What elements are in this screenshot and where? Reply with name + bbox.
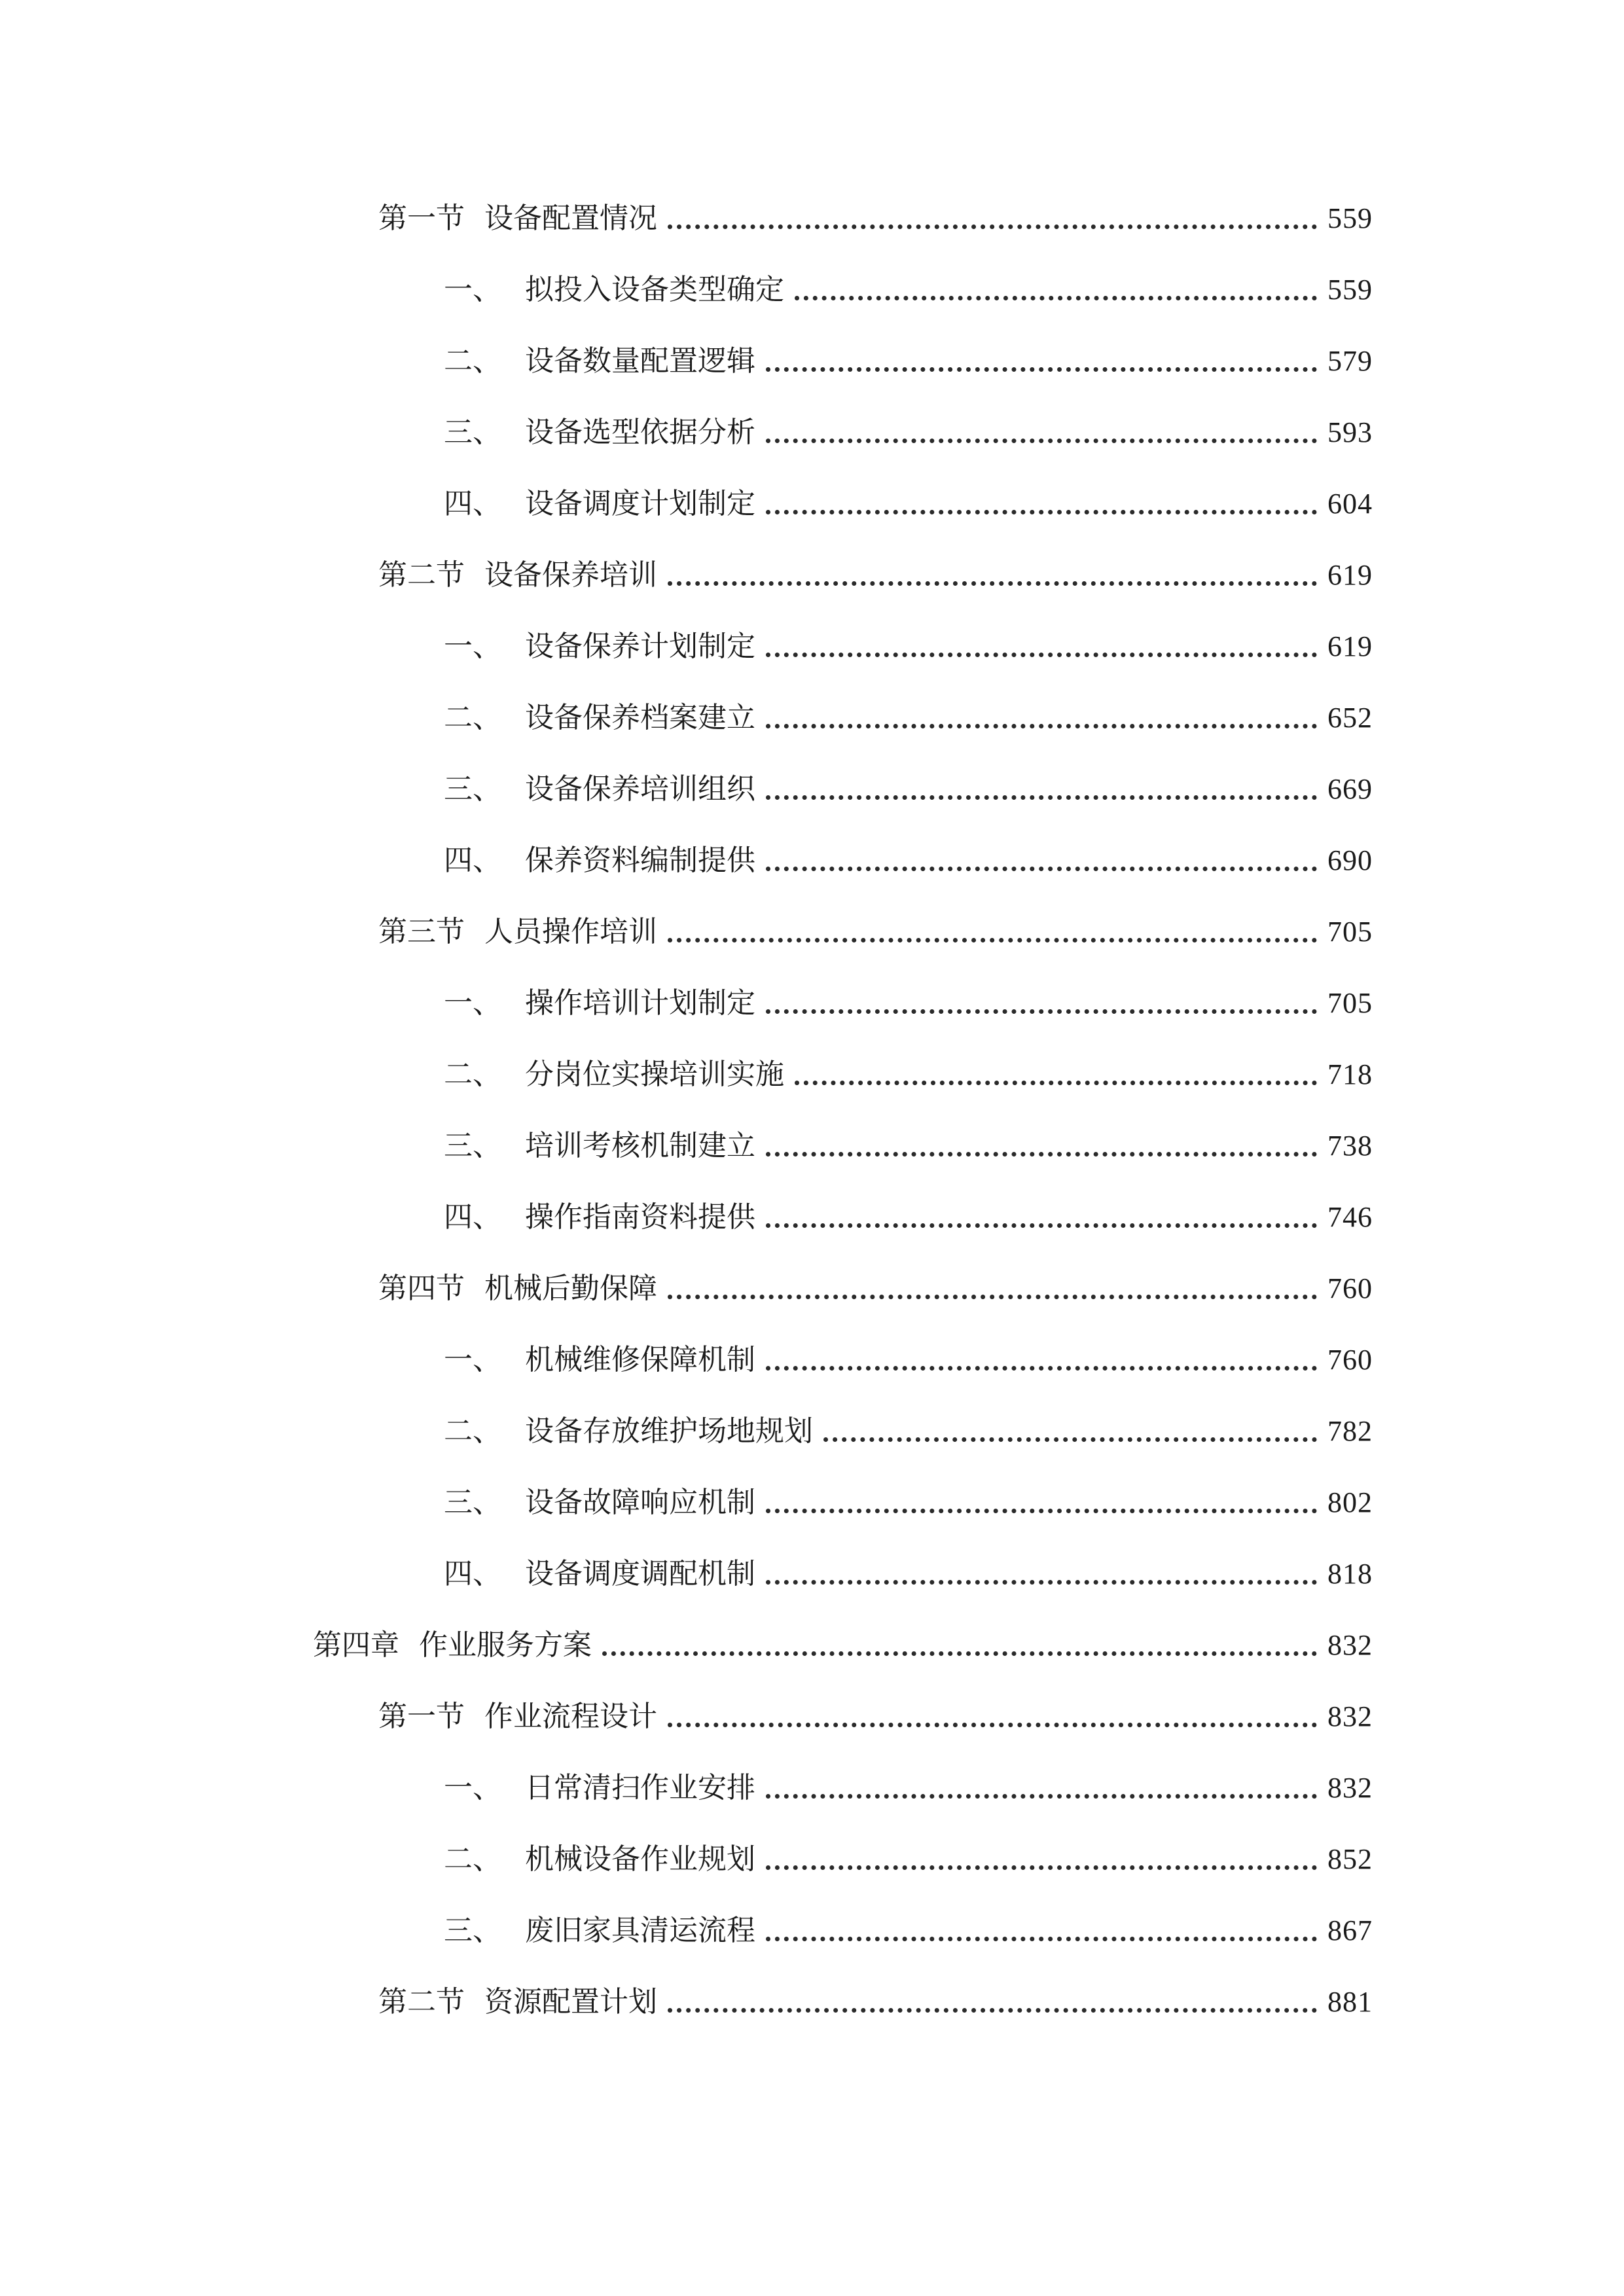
entry-number: 四、 xyxy=(444,487,501,520)
toc-entry[interactable] xyxy=(378,1693,1373,1740)
entry-number: 二、 xyxy=(444,701,501,734)
entry-title: 操作培训计划制定 xyxy=(525,986,755,1020)
dot-leader xyxy=(766,510,1317,514)
entry-title: 日常清扫作业安排 xyxy=(525,1771,755,1804)
dot-leader xyxy=(795,1081,1317,1085)
toc-entry[interactable] xyxy=(444,980,1373,1027)
entry-number: 三、 xyxy=(444,1486,501,1519)
entry-title: 机械后勤保障 xyxy=(484,1272,657,1305)
entry-page-number: 782 xyxy=(1327,1415,1373,1447)
toc-entry[interactable] xyxy=(444,766,1373,813)
entry-page-number: 738 xyxy=(1327,1130,1373,1162)
dot-leader xyxy=(668,581,1317,586)
dot-leader xyxy=(766,867,1317,871)
toc-entry[interactable] xyxy=(378,908,1373,956)
entry-number: 一、 xyxy=(444,1771,501,1804)
entry-page-number: 832 xyxy=(1327,1629,1373,1661)
entry-title: 设备选型依据分析 xyxy=(525,416,755,449)
entry-title: 设备保养培训 xyxy=(484,558,657,592)
entry-number: 一、 xyxy=(444,986,501,1020)
toc-entry[interactable] xyxy=(444,1122,1373,1170)
toc-entry[interactable] xyxy=(444,338,1373,385)
entry-page-number: 669 xyxy=(1327,773,1373,805)
entry-page-number: 852 xyxy=(1327,1843,1373,1875)
toc-entry[interactable] xyxy=(378,195,1373,242)
dot-leader xyxy=(766,1865,1317,1870)
toc-entry[interactable] xyxy=(378,1265,1373,1312)
entry-number: 二、 xyxy=(444,1842,501,1876)
dot-leader xyxy=(766,795,1317,800)
toc-entry[interactable] xyxy=(444,1336,1373,1384)
dot-leader xyxy=(766,1509,1317,1513)
dot-leader xyxy=(766,1580,1317,1585)
entry-page-number: 579 xyxy=(1327,345,1373,377)
dot-leader xyxy=(766,1152,1317,1157)
entry-page-number: 652 xyxy=(1327,702,1373,734)
entry-number: 四、 xyxy=(444,1557,501,1590)
entry-page-number: 593 xyxy=(1327,416,1373,448)
toc-entry[interactable] xyxy=(444,409,1373,456)
entry-title: 保养资料编制提供 xyxy=(525,844,755,877)
dot-leader xyxy=(668,938,1317,942)
toc-entry[interactable] xyxy=(378,1979,1373,2026)
toc-entry[interactable] xyxy=(444,837,1373,884)
entry-number: 第一节 xyxy=(378,202,465,235)
entry-number: 第四章 xyxy=(313,1628,399,1662)
entry-title: 设备保养计划制定 xyxy=(525,630,755,663)
entry-number: 二、 xyxy=(444,344,501,378)
toc-entry[interactable] xyxy=(444,1836,1373,1883)
entry-number: 二、 xyxy=(444,1414,501,1448)
toc-entry[interactable] xyxy=(444,1551,1373,1598)
dot-leader xyxy=(668,1295,1317,1299)
entry-title: 资源配置计划 xyxy=(484,1985,657,2018)
entry-page-number: 718 xyxy=(1327,1058,1373,1090)
dot-leader xyxy=(766,1794,1317,1799)
entry-title: 设备调度调配机制 xyxy=(525,1557,755,1590)
entry-title: 设备调度计划制定 xyxy=(525,487,755,520)
entry-title: 人员操作培训 xyxy=(484,915,657,948)
entry-title: 培训考核机制建立 xyxy=(525,1129,755,1162)
dot-leader xyxy=(766,1009,1317,1014)
entry-title: 机械维修保障机制 xyxy=(525,1343,755,1376)
entry-number: 三、 xyxy=(444,1129,501,1162)
entry-title: 废旧家具清运流程 xyxy=(525,1914,755,1947)
entry-page-number: 760 xyxy=(1327,1344,1373,1376)
entry-page-number: 832 xyxy=(1327,1772,1373,1804)
entry-number: 第二节 xyxy=(378,558,465,592)
entry-page-number: 619 xyxy=(1327,630,1373,662)
entry-page-number: 881 xyxy=(1327,1986,1373,2018)
toc-entry[interactable] xyxy=(444,1765,1373,1812)
entry-title: 设备数量配置逻辑 xyxy=(525,344,755,378)
entry-title: 机械设备作业规划 xyxy=(525,1842,755,1876)
dot-leader xyxy=(602,1651,1317,1656)
entry-number: 第三节 xyxy=(378,915,465,948)
dot-leader xyxy=(766,724,1317,728)
entry-number: 三、 xyxy=(444,1914,501,1947)
entry-title: 作业服务方案 xyxy=(419,1628,592,1662)
toc-entry[interactable] xyxy=(444,1194,1373,1241)
toc-entry[interactable] xyxy=(444,266,1373,314)
entry-number: 第四节 xyxy=(378,1272,465,1305)
entry-page-number: 619 xyxy=(1327,559,1373,591)
toc-entry[interactable] xyxy=(444,1408,1373,1455)
entry-page-number: 818 xyxy=(1327,1558,1373,1590)
entry-number: 一、 xyxy=(444,630,501,663)
entry-page-number: 802 xyxy=(1327,1486,1373,1518)
dot-leader xyxy=(766,1223,1317,1228)
entry-page-number: 705 xyxy=(1327,987,1373,1019)
entry-number: 第一节 xyxy=(378,1700,465,1733)
toc-entry[interactable] xyxy=(444,1907,1373,1954)
entry-title: 设备保养培训组织 xyxy=(525,772,755,806)
dot-leader xyxy=(668,1723,1317,1727)
dot-leader xyxy=(795,296,1317,300)
toc-entry[interactable] xyxy=(444,1051,1373,1098)
toc-entry[interactable] xyxy=(444,694,1373,742)
entry-title: 分岗位实操培训实施 xyxy=(525,1058,784,1091)
toc-entry[interactable] xyxy=(378,552,1373,599)
entry-page-number: 746 xyxy=(1327,1201,1373,1233)
entry-page-number: 705 xyxy=(1327,916,1373,948)
entry-title: 设备配置情况 xyxy=(484,202,657,235)
entry-number: 四、 xyxy=(444,844,501,877)
toc-entry[interactable] xyxy=(444,623,1373,670)
entry-title: 拟投入设备类型确定 xyxy=(525,273,784,306)
dot-leader xyxy=(766,653,1317,657)
entry-number: 一、 xyxy=(444,1343,501,1376)
entry-page-number: 604 xyxy=(1327,488,1373,520)
toc-entry[interactable] xyxy=(444,1479,1373,1526)
toc-entry[interactable] xyxy=(313,1622,1373,1669)
dot-leader xyxy=(668,2008,1317,2013)
dot-leader xyxy=(823,1437,1317,1442)
dot-leader xyxy=(668,224,1317,229)
dot-leader xyxy=(766,1366,1317,1371)
entry-title: 设备保养档案建立 xyxy=(525,701,755,734)
entry-number: 第二节 xyxy=(378,1985,465,2018)
entry-page-number: 832 xyxy=(1327,1700,1373,1732)
entry-title: 设备存放维护场地规划 xyxy=(525,1414,813,1448)
dot-leader xyxy=(766,439,1317,443)
entry-page-number: 690 xyxy=(1327,844,1373,876)
entry-number: 三、 xyxy=(444,416,501,449)
toc-entry[interactable] xyxy=(444,480,1373,528)
entry-page-number: 559 xyxy=(1327,202,1373,234)
dot-leader xyxy=(766,367,1317,372)
entry-title: 操作指南资料提供 xyxy=(525,1200,755,1234)
entry-page-number: 760 xyxy=(1327,1272,1373,1304)
entry-title: 设备故障响应机制 xyxy=(525,1486,755,1519)
entry-page-number: 867 xyxy=(1327,1914,1373,1946)
entry-title: 作业流程设计 xyxy=(484,1700,657,1733)
entry-number: 二、 xyxy=(444,1058,501,1091)
entry-number: 一、 xyxy=(444,273,501,306)
entry-number: 三、 xyxy=(444,772,501,806)
dot-leader xyxy=(766,1937,1317,1941)
entry-number: 四、 xyxy=(444,1200,501,1234)
entry-page-number: 559 xyxy=(1327,274,1373,306)
